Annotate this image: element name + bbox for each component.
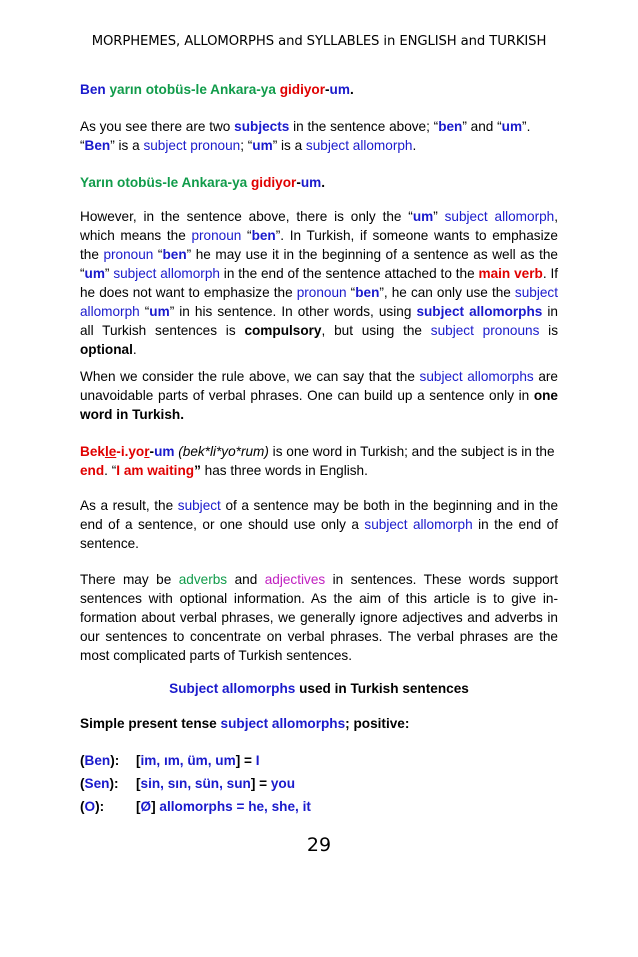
p2-t7: ” he may use it in the beginning of a sentence as well as the “ bbox=[80, 247, 558, 281]
p4-dash2: - bbox=[149, 444, 155, 459]
p2-compulsory: compulsory bbox=[244, 323, 322, 338]
p2-t11: “ bbox=[346, 285, 356, 300]
p2-mainverb: main verb bbox=[478, 266, 543, 281]
p2-t3: , which means the bbox=[80, 209, 558, 243]
simple-t2: ; positive: bbox=[345, 716, 410, 731]
paragraph-1 bbox=[80, 117, 558, 155]
p1-um: um bbox=[501, 119, 523, 134]
ex1-dot: . bbox=[349, 82, 354, 97]
row-forms bbox=[136, 774, 295, 793]
p6-t3: in sentences. These words support sentences with optional information. As the aim of this article is to give in-formation about verbal phrases, we generally ignore adjectives and adverbs in our sentences to concentrate on verbal phrases. The verbal phrases are the most complicated parts of Turkish sentences. bbox=[80, 572, 558, 663]
p2-t6: “ bbox=[153, 247, 163, 262]
p3-bold: one word in Turkish. bbox=[80, 388, 558, 422]
ex2-dot: . bbox=[321, 175, 326, 190]
simple-t1: Simple present tense bbox=[80, 716, 221, 731]
row-pronoun bbox=[80, 797, 136, 816]
allomorph-row bbox=[80, 797, 311, 816]
p2-t13: “ bbox=[139, 304, 150, 319]
ex1-ben: Ben bbox=[80, 82, 106, 97]
row-pron: Ben bbox=[84, 753, 111, 768]
row-post: ): bbox=[109, 776, 119, 791]
row-pre: ( bbox=[80, 799, 85, 814]
heading-rest: used in Turkish sentences bbox=[295, 681, 469, 696]
p4-bek: Bek bbox=[80, 444, 105, 459]
p2-sa3: subject allomorph bbox=[80, 285, 558, 319]
ex1-mid: yarın otobüs-le Ankara-ya bbox=[105, 82, 280, 97]
row-meaning: you bbox=[270, 776, 296, 791]
p6-adverbs: adverbs bbox=[178, 572, 228, 587]
ex2-mid: Yarın otobüs-le Ankara-ya bbox=[80, 175, 251, 190]
p1-sp: subject pronoun bbox=[143, 138, 241, 153]
ex2-um: um bbox=[300, 175, 322, 190]
ex1-um: um bbox=[329, 82, 350, 97]
p1-um2: um bbox=[252, 138, 273, 153]
p2-t14: ” in his sentence. In other words, using bbox=[169, 304, 417, 319]
row-meaning: he, she, it bbox=[248, 799, 311, 814]
row-meaning: I bbox=[255, 753, 260, 768]
p1-subjects: subjects bbox=[234, 119, 290, 134]
p2-t9: in the end of the sentence attached to the bbox=[219, 266, 479, 281]
row-forms-text: im, ım, üm, um bbox=[140, 753, 236, 768]
p2-ben: ben bbox=[251, 228, 276, 243]
row-rb: ] bbox=[235, 753, 241, 768]
row-pron: Sen bbox=[84, 776, 110, 791]
p2-t16: , but using the bbox=[321, 323, 431, 338]
p2-um: um bbox=[412, 209, 434, 224]
p5-t2: of a sentence may be both in the beginning and in the end of a sentence, or one should use only a bbox=[80, 498, 559, 532]
p6-t2: and bbox=[227, 572, 265, 587]
p5-t1: As a result, the bbox=[80, 498, 178, 513]
p1-t6: ; “ bbox=[240, 138, 253, 153]
p3-sa: subject allomorphs bbox=[419, 369, 534, 384]
p2-um2: um bbox=[84, 266, 105, 281]
simple-sa: subject allomorphs bbox=[220, 716, 346, 731]
p2-ben2: ben bbox=[162, 247, 187, 262]
ex1-verb: gidiyor bbox=[279, 82, 326, 97]
p4-le: le bbox=[104, 444, 117, 459]
allomorph-row bbox=[80, 751, 260, 770]
p4-iyo: i.yo bbox=[120, 444, 145, 459]
paragraph-6 bbox=[80, 570, 558, 665]
p2-pronoun2: pronoun bbox=[103, 247, 154, 262]
section-heading bbox=[80, 679, 558, 698]
p2-pronoun: pronoun bbox=[191, 228, 242, 243]
p4-dash1: - bbox=[116, 444, 121, 459]
p5-t3: in the end of sentence. bbox=[80, 517, 558, 551]
p1-t7: ” is a bbox=[272, 138, 306, 153]
p2-t18: . bbox=[132, 342, 137, 357]
p1-q1: “ bbox=[80, 138, 85, 153]
p2-sp: subject pronouns bbox=[430, 323, 540, 338]
row-forms bbox=[136, 797, 311, 816]
simple-present-label bbox=[80, 714, 409, 733]
p2-t4: “ bbox=[241, 228, 252, 243]
p4-t2: . “ bbox=[104, 463, 117, 478]
row-pron: O bbox=[84, 799, 96, 814]
p4-t3: ” bbox=[194, 463, 201, 478]
p5-subject: subject bbox=[177, 498, 221, 513]
page-number: 29 bbox=[306, 834, 332, 856]
p2-t15: in all Turkish sentences is bbox=[80, 304, 558, 338]
ex2-verb: gidiyor bbox=[250, 175, 297, 190]
p1-t2: in the sentence above; “ bbox=[289, 119, 439, 134]
row-eq: = bbox=[255, 776, 271, 791]
p2-optional: optional bbox=[80, 342, 133, 357]
p1-t8: . bbox=[412, 138, 417, 153]
heading-blue: Subject allomorphs bbox=[169, 681, 296, 696]
p2-t17: is bbox=[539, 323, 558, 338]
row-pre: ( bbox=[80, 753, 85, 768]
p2-um3: um bbox=[149, 304, 170, 319]
p4-um: um bbox=[154, 444, 175, 459]
p1-t1: As you see there are two bbox=[80, 119, 235, 134]
p2-sa: subject allomorph bbox=[444, 209, 555, 224]
p6-adjectives: adjectives bbox=[264, 572, 326, 587]
p1-t5: ” is a bbox=[110, 138, 144, 153]
p2-t5: ”. In Turkish, if someone wants to emphasize the bbox=[80, 228, 558, 262]
row-lb: [ bbox=[136, 799, 141, 814]
p2-sa4: subject allomorphs bbox=[416, 304, 543, 319]
row-eq: = bbox=[240, 753, 256, 768]
paragraph-5 bbox=[80, 496, 558, 553]
ex1-dash: - bbox=[325, 82, 330, 97]
p4-t1: is one word in Turkish; and the subject is in the bbox=[268, 444, 555, 459]
row-post: ): bbox=[95, 799, 105, 814]
p2-t12: ”, he can only use the bbox=[379, 285, 515, 300]
p4-t4: has three words in English. bbox=[200, 463, 368, 478]
example-sentence-1 bbox=[80, 80, 354, 99]
row-lb: [ bbox=[136, 753, 141, 768]
p1-t3: ” and “ bbox=[462, 119, 502, 134]
row-rb: ] bbox=[250, 776, 256, 791]
p4-iamwaiting: I am waiting bbox=[116, 463, 195, 478]
p2-t8: ” bbox=[104, 266, 114, 281]
row-forms bbox=[136, 751, 260, 770]
p1-Ben: Ben bbox=[84, 138, 111, 153]
p4-paren: (bek*li*yo*rum) bbox=[174, 444, 269, 459]
p4-end: end bbox=[80, 463, 105, 478]
p1-ben: ben bbox=[438, 119, 463, 134]
p2-ben3: ben bbox=[355, 285, 380, 300]
p2-t1: However, in the sentence above, there is only the “ bbox=[80, 209, 413, 224]
p4-r: r bbox=[144, 444, 150, 459]
p3-t1: When we consider the rule above, we can say that the bbox=[80, 369, 420, 384]
p5-sa: subject allomorph bbox=[364, 517, 473, 532]
row-post: ): bbox=[110, 753, 120, 768]
paragraph-2 bbox=[80, 207, 558, 359]
paragraph-4 bbox=[80, 442, 558, 480]
row-lb: [ bbox=[136, 776, 141, 791]
p2-sa2: subject allomorph bbox=[113, 266, 220, 281]
row-eq: allomorphs = bbox=[155, 799, 249, 814]
row-forms-text: sin, sın, sün, sun bbox=[140, 776, 251, 791]
row-pronoun bbox=[80, 774, 136, 793]
p1-t4: ”. bbox=[522, 119, 531, 134]
example-sentence-2 bbox=[80, 173, 325, 192]
paragraph-3 bbox=[80, 367, 558, 424]
row-pre: ( bbox=[80, 776, 85, 791]
p2-t10: . If he does not want to emphasize the bbox=[80, 266, 559, 300]
running-header: MORPHEMES, ALLOMORPHS and SYLLABLES in ENGLISH and TURKISH bbox=[91, 34, 547, 49]
p2-pronoun3: pronoun bbox=[296, 285, 347, 300]
p2-t2: ” bbox=[433, 209, 445, 224]
row-rb: ] bbox=[151, 799, 156, 814]
p3-t2: are unavoidable parts of verbal phrases. One can build up a sentence only in bbox=[80, 369, 558, 403]
ex2-dash: - bbox=[296, 175, 301, 190]
p1-sa: subject allomorph bbox=[305, 138, 413, 153]
allomorph-row bbox=[80, 774, 295, 793]
row-forms-text: Ø bbox=[140, 799, 152, 814]
row-pronoun bbox=[80, 751, 136, 770]
p6-t1: There may be bbox=[80, 572, 179, 587]
